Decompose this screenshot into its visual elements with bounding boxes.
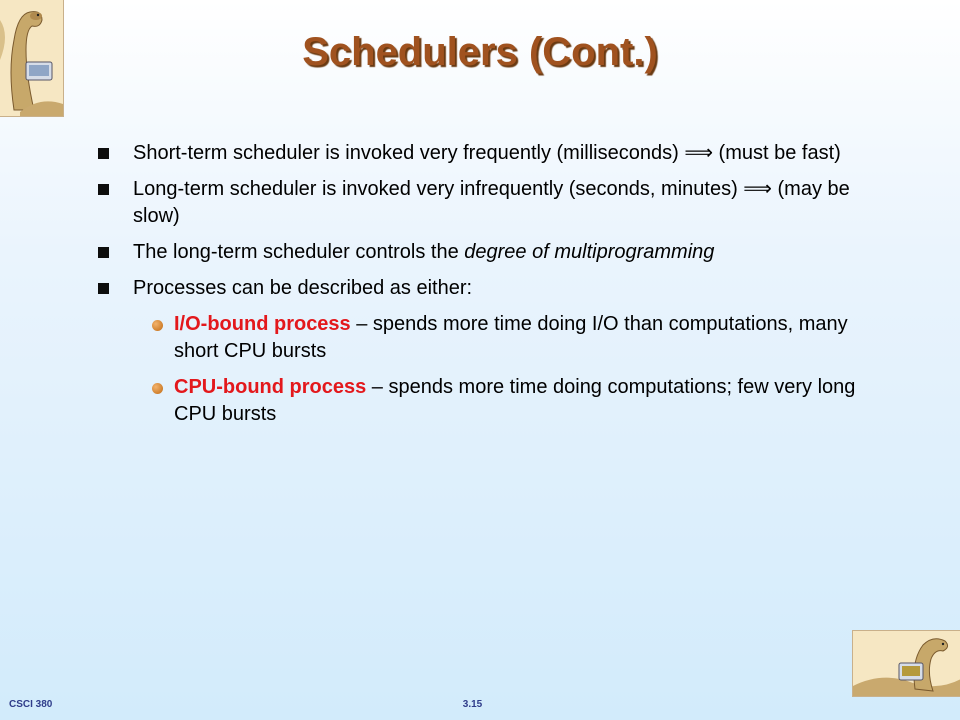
round-bullet-icon (152, 320, 163, 331)
term-cpu-bound: CPU-bound process (174, 376, 367, 398)
implies-arrow-icon: ⟹ (684, 142, 713, 164)
bullet-list (96, 140, 856, 437)
bullet-text: Processes can be described as either: (133, 277, 473, 299)
bullet-text: (may be slow) (133, 178, 850, 227)
bullet-text: (must be fast) (713, 142, 841, 164)
round-bullet-icon (152, 383, 163, 394)
sub-bullet-item (96, 374, 856, 428)
footer-page-number: 3.15 (462, 699, 483, 710)
term-io-bound: I/O-bound process (174, 313, 351, 335)
bullet-item (96, 140, 856, 167)
implies-arrow-icon: ⟹ (743, 178, 772, 200)
bullet-item (96, 239, 856, 266)
footer-course: CSCI 380 (9, 699, 53, 710)
sub-bullet-text: – spends more time doing computations; few very long CPU bursts (174, 376, 856, 425)
bullet-item (96, 176, 856, 230)
square-bullet-icon (98, 184, 109, 195)
square-bullet-icon (98, 148, 109, 159)
bullet-text: Short-term scheduler is invoked very frequently (milliseconds) (133, 142, 685, 164)
square-bullet-icon (98, 283, 109, 294)
bullet-item (96, 275, 856, 302)
bullet-emphasis: degree of multiprogramming (464, 241, 715, 263)
bullet-text: The long-term scheduler controls the (133, 241, 465, 263)
sub-bullet-text: – spends more time doing I/O than computations, many short CPU bursts (174, 313, 848, 362)
bullet-text: Long-term scheduler is invoked very infrequently (seconds, minutes) (133, 178, 744, 200)
square-bullet-icon (98, 247, 109, 258)
slide-title: Schedulers (Cont.) (302, 30, 658, 74)
sub-bullet-item (96, 311, 856, 365)
dinosaur-logo-bottom (852, 630, 960, 697)
